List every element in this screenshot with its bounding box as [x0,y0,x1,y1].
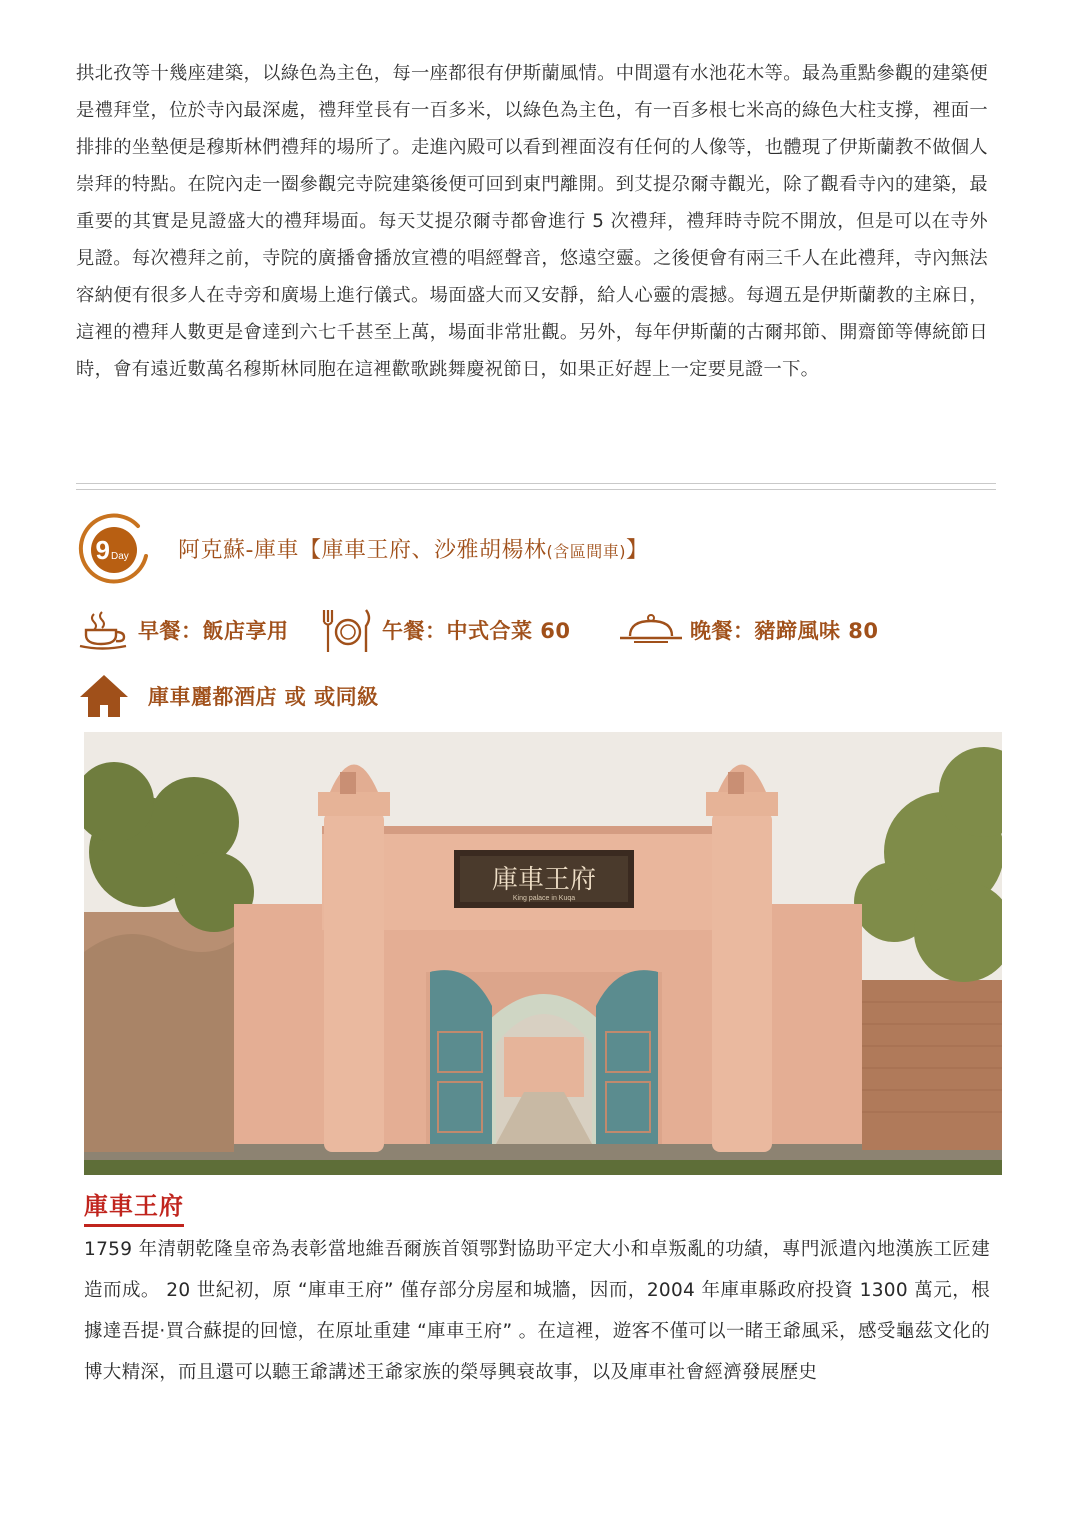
palace-sign-text: 庫車王府 [491,865,597,895]
lunch-text: 午餐：中式合菜 60 [382,619,571,643]
day-title-end: 】 [625,538,649,563]
intro-paragraph: 拱北孜等十幾座建築，以綠色為主色，每一座都很有伊斯蘭風情。中間還有水池花木等。最為重點參觀的建築便是禮拜堂，位於寺內最深處，禮拜堂長有一百多米，以綠色為主色，有一百多根七米高的綠色大柱支撐，裡面一排排的坐墊便是穆斯林們禮拜的場所了。走進內殿可以看到裡面沒有任何的人像等，也體現了伊斯蘭教不做個人崇拜的特點。在院內走一圈參觀完寺院建築後便可回到東門離開。到艾提尕爾寺觀光，除了觀看寺內的建築，最重要的其實是見證盛大的禮拜場面。每天艾提尕爾寺都會進行 5 次禮拜，禮拜時寺院不開放，但是可以在寺外見證。每次禮拜之前，寺院的廣播會播放宣禮的唱經聲音，悠遠空靈。之後便會有兩三千人在此禮拜，寺內無法容納便有很多人在寺旁和廣場上進行儀式。場面盛大而又安靜，給人心靈的震撼。每週五是伊斯蘭教的主麻日，這裡的禮拜人數更是會達到六七千甚至上萬，場面非常壯觀。另外，每年伊斯蘭的古爾邦節、開齋節等傳統節日時，會有遠近數萬名穆斯林同胞在這裡歡歌跳舞慶祝節日，如果正好趕上一定要見證一下。 [76,63,988,380]
day-number: 9 [95,535,110,565]
hotel-text: 庫車麗都酒店 或 或同級 [148,685,379,709]
meal-row [78,600,1008,660]
lunch-item [320,600,571,660]
section-description: 1759 年清朝乾隆皇帝為表彰當地維吾爾族首領鄂對協助平定大小和卓叛亂的功績，專門派遣內地漢族工匠建造而成。 20 世紀初，原 “庫車王府” 僅存部分房屋和城牆，因而，2004 年庫車縣政府投資 1300 萬元，根據達吾提·買合蘇提的回憶，在原址重建 “庫車王府” 。在這裡，遊客不僅可以一睹王爺風采，感受龜茲文化的博大精深，而且還可以聽王爺講述王爺家族的榮辱興衰故事，以及庫車社會經濟發展歷史 [84,1239,990,1383]
palace-sign-subtext: King palace in Kuqa [512,895,576,902]
section-title: 庫車王府 [84,1186,184,1227]
day-title [178,533,648,564]
palace-gate-illustration [84,732,1002,1175]
house-icon [78,673,130,719]
kuqa-palace-photo [84,732,1002,1175]
breakfast-item [78,600,289,660]
breakfast-text: 早餐：飯店享用 [138,619,289,643]
day-badge-icon [76,512,152,588]
dinner-text: 晚餐：豬蹄風味 80 [690,619,879,643]
dinner-item [618,600,879,660]
hotel-row [78,672,379,720]
day-title-main: 阿克蘇-庫車【庫車王府、沙雅胡楊林 [178,538,547,563]
dish-cover-icon [618,612,684,648]
coffee-cup-icon [78,610,132,650]
day-badge [76,512,152,588]
plate-cutlery-icon [320,606,376,654]
day-title-note: (含區間車) [546,542,626,561]
day-label: Day [111,551,129,562]
section-divider [76,483,996,490]
